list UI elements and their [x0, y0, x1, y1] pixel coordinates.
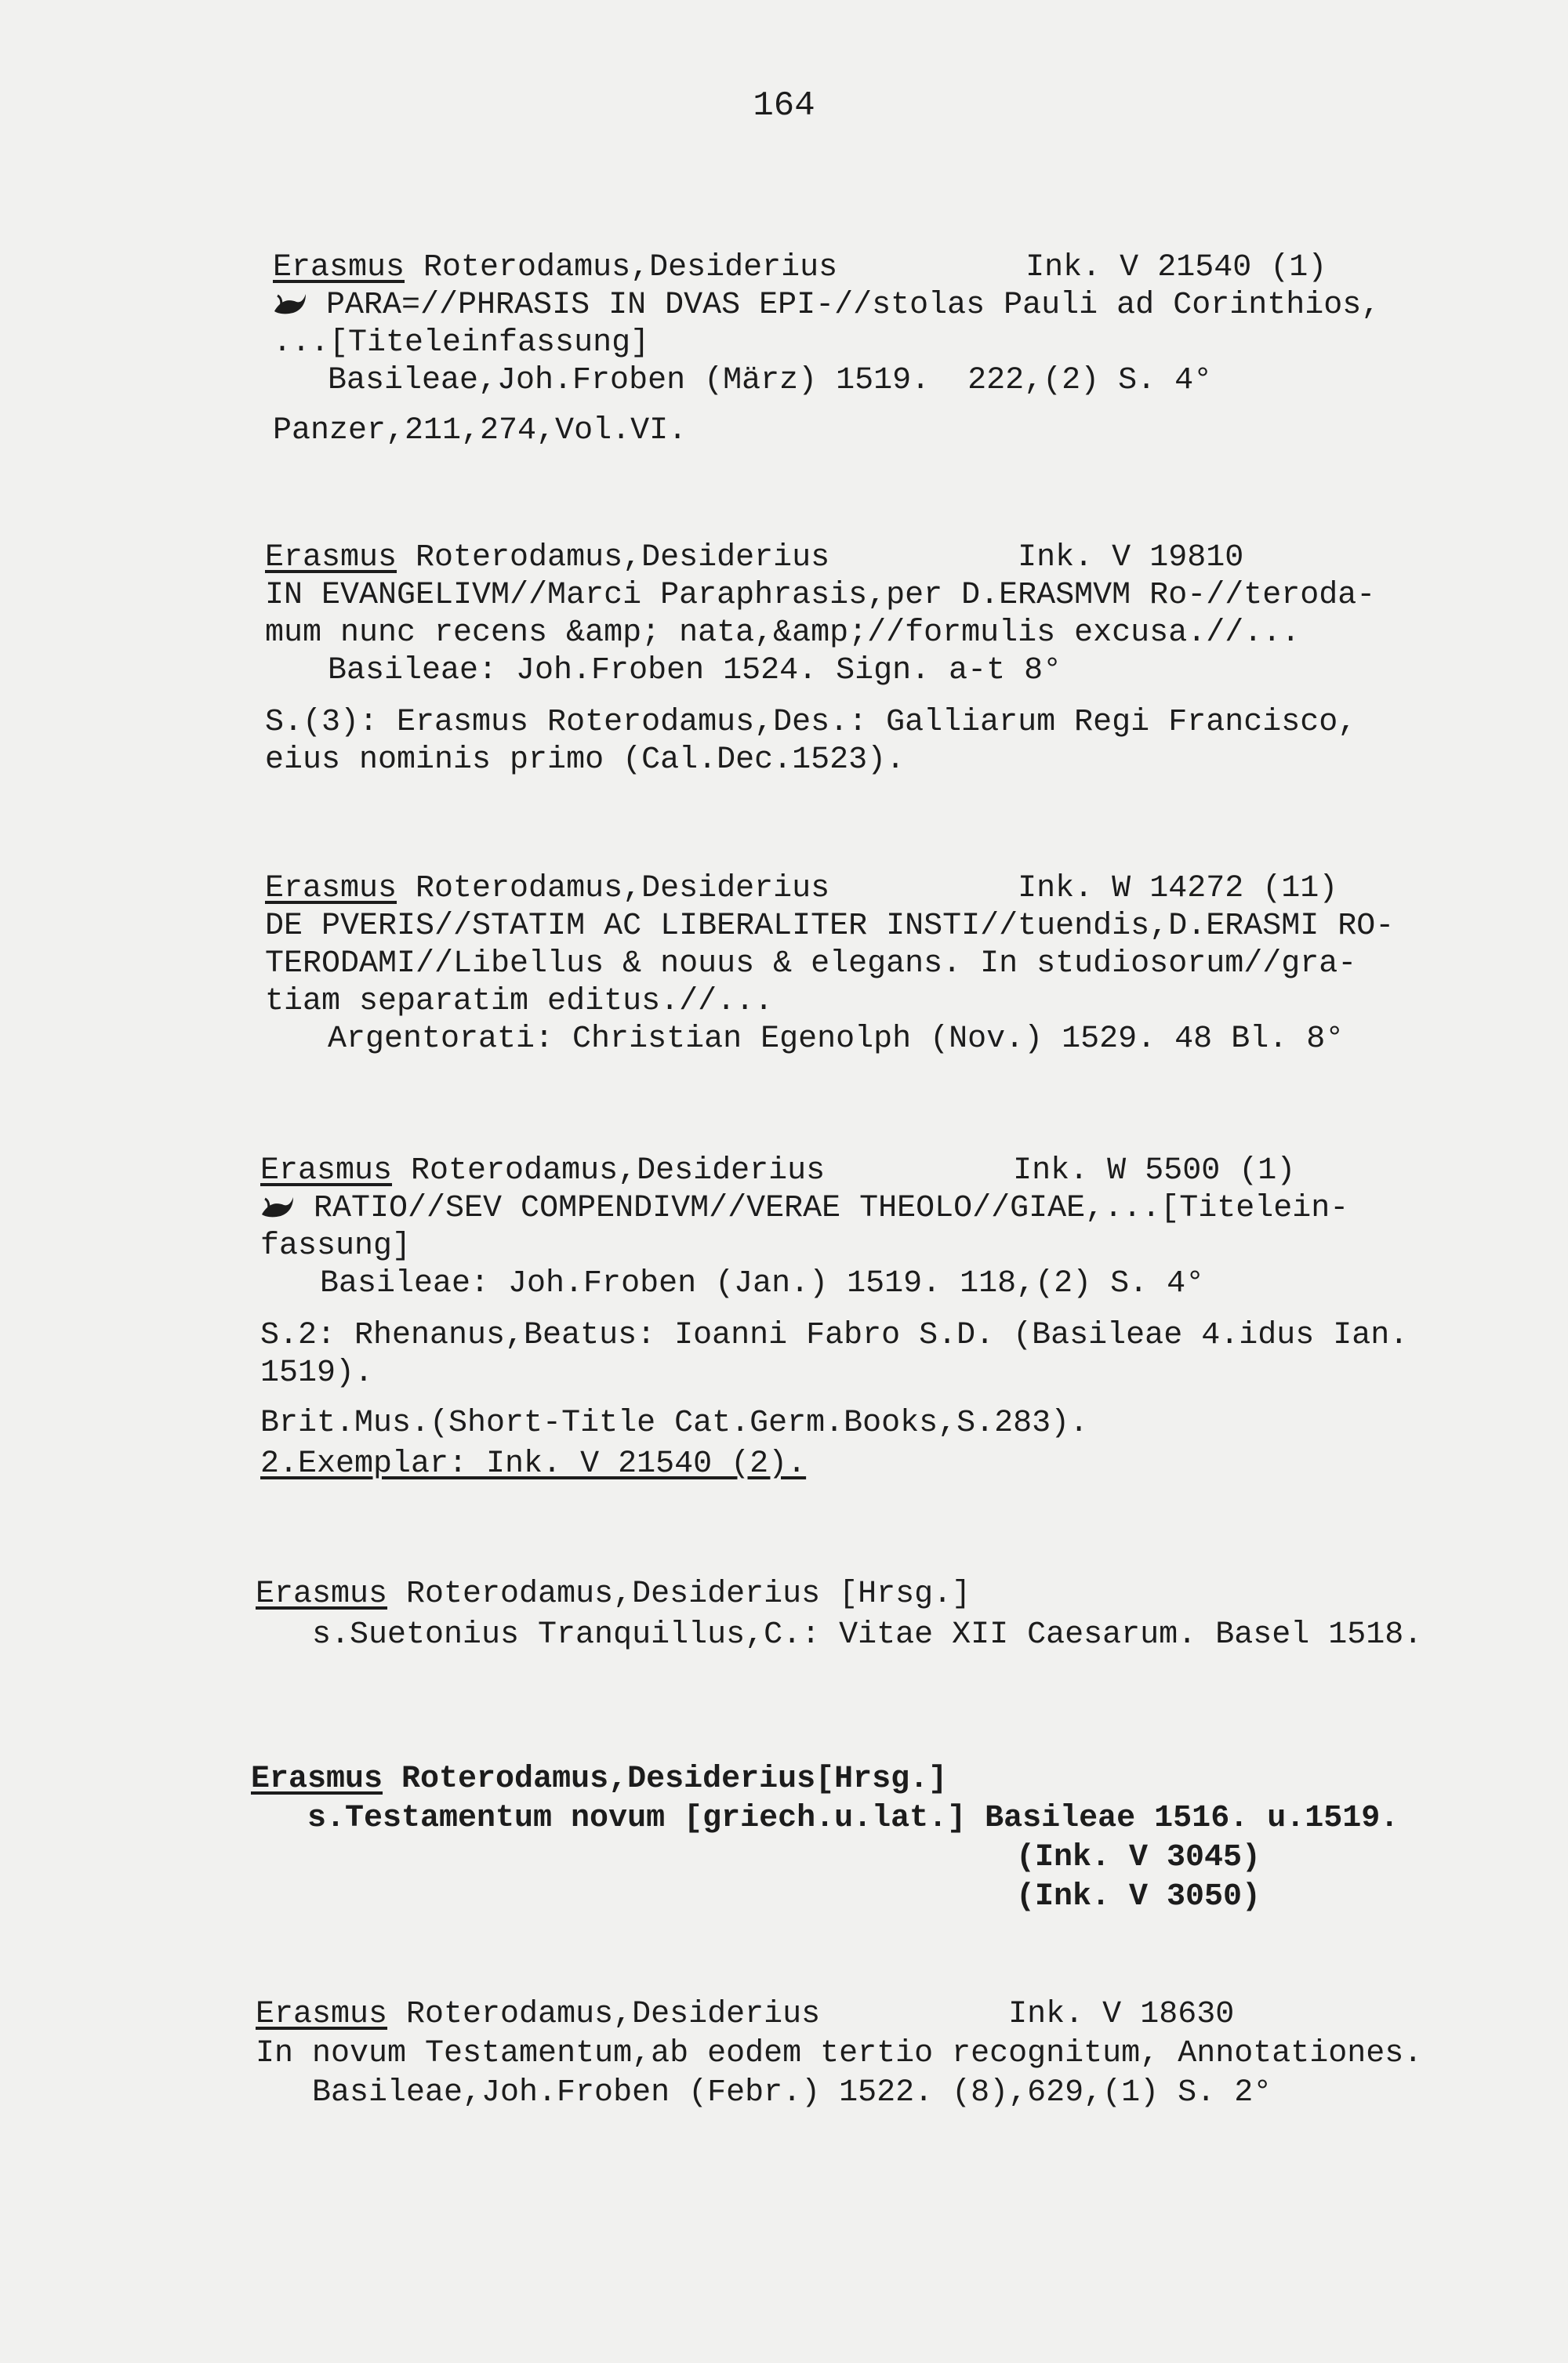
entry-heading: Erasmus [251, 1762, 383, 1797]
page-number: 164 [753, 86, 815, 125]
entry-imprint: Basileae: Joh.Froben 1524. Sign. a-t 8° [328, 653, 1062, 688]
fleuron-icon [273, 292, 307, 316]
entry-line: Roterodamus,Desiderius Ink. W 14272 (11) [397, 871, 1338, 906]
entry-header-line [265, 870, 1338, 908]
entry-heading: Erasmus [265, 871, 397, 906]
entry-imprint: Argentorati: Christian Egenolph (Nov.) 1529. 48 Bl. 8° [328, 1022, 1345, 1057]
entry-shelfmark: (Ink. V 3045) [1016, 1840, 1261, 1875]
entry-line: Roterodamus,Desiderius[Hrsg.] [383, 1762, 948, 1797]
entry-line: TERODAMI//Libellus & nouus & elegans. In studiosorum//gra- [265, 946, 1357, 982]
entry-line: Roterodamus,Desiderius Ink. W 5500 (1) [392, 1153, 1296, 1189]
entry-title-line [273, 287, 1380, 325]
entry-header-line [251, 1761, 947, 1799]
entry-header-line [273, 249, 1327, 287]
entry-line: fassung] [260, 1229, 412, 1264]
entry-note: 1519). [260, 1356, 374, 1391]
entry-line: tiam separatim editus.//... [265, 984, 774, 1019]
entry-header-line [256, 1996, 1234, 2034]
entry-line: Roterodamus,Desiderius [Hrsg.] [387, 1577, 971, 1612]
entry-heading: Erasmus [256, 1997, 388, 2032]
entry-imprint: Basileae: Joh.Froben (Jan.) 1519. 118,(2) S. 4° [320, 1266, 1205, 1301]
entry-cross-reference: s.Testamentum novum [griech.u.lat.] Basileae 1516. u.1519. [307, 1801, 1399, 1836]
entry-heading: Erasmus [273, 250, 405, 285]
entry-line: Roterodamus,Desiderius Ink. V 21540 (1) [405, 250, 1327, 285]
entry-imprint: Basileae,Joh.Froben (Febr.) 1522. (8),629,(1) S. 2° [312, 2075, 1272, 2111]
entry-heading: Erasmus [265, 540, 397, 575]
entry-header-line [260, 1152, 1295, 1190]
entry-note: S.(3): Erasmus Roterodamus,Des.: Galliarum Regi Francisco, [265, 705, 1357, 740]
entry-reference: Brit.Mus.(Short-Title Cat.Germ.Books,S.283). [260, 1406, 1089, 1441]
entry-line: ...[Titeleinfassung] [273, 325, 650, 361]
entry-shelfmark: (Ink. V 3050) [1016, 1879, 1261, 1915]
entry-title-line: DE PVERIS//STATIM AC LIBERALITER INSTI//tuendis,D.ERASMI RO- [265, 909, 1395, 944]
entry-note: eius nominis primo (Cal.Dec.1523). [265, 742, 906, 778]
entry-header-line [265, 539, 1243, 577]
fleuron-icon [260, 1196, 295, 1219]
entry-imprint: Basileae,Joh.Froben (März) 1519. 222,(2) S. 4° [328, 363, 1213, 398]
entry-note: S.2: Rhenanus,Beatus: Ioanni Fabro S.D. (Basileae 4.idus Ian. [260, 1318, 1409, 1353]
entry-title-line [260, 1190, 1348, 1228]
entry-line: PARA=//PHRASIS IN DVAS EPI-//stolas Pauli ad Corinthios, [326, 288, 1381, 323]
entry-heading: Erasmus [256, 1577, 388, 1612]
entry-copy-note: 2.Exemplar: Ink. V 21540 (2). [260, 1446, 807, 1482]
entry-line: Roterodamus,Desiderius Ink. V 18630 [387, 1997, 1235, 2032]
entry-line: Roterodamus,Desiderius Ink. V 19810 [397, 540, 1244, 575]
entry-title-line: In novum Testamentum,ab eodem tertio recognitum, Annotationes. [256, 2036, 1423, 2071]
entry-line: mum nunc recens &amp; nata,&amp;//formulis excusa.//... [265, 615, 1301, 651]
entry-reference: Panzer,211,274,Vol.VI. [273, 413, 688, 448]
entry-title-line: IN EVANGELIVM//Marci Paraphrasis,per D.ERASMVM Ro-//teroda- [265, 578, 1376, 613]
entry-header-line [256, 1576, 971, 1613]
entry-line: RATIO//SEV COMPENDIVM//VERAE THEOLO//GIAE,...[Titelein- [314, 1191, 1349, 1226]
entry-heading: Erasmus [260, 1153, 393, 1189]
entry-cross-reference: s.Suetonius Tranquillus,C.: Vitae XII Caesarum. Basel 1518. [312, 1617, 1423, 1653]
